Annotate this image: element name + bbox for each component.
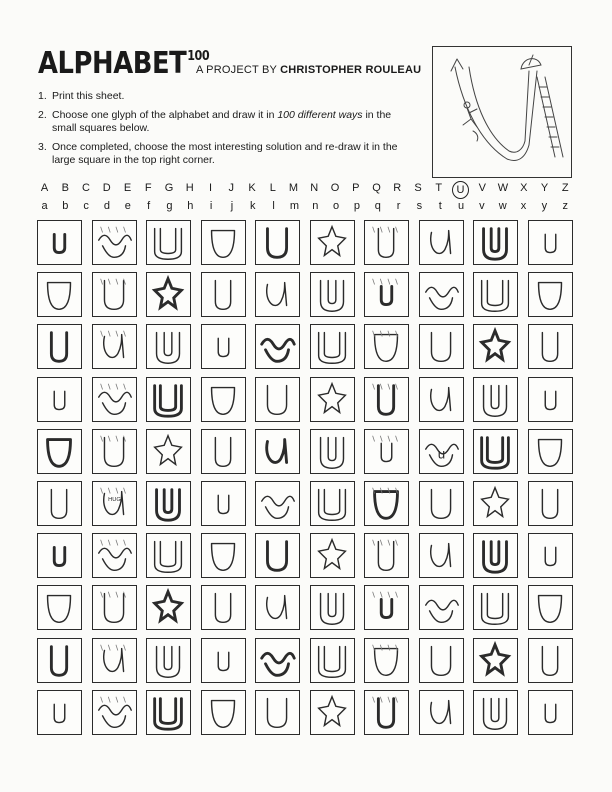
alphabet-letter-upper-S: S: [414, 182, 422, 194]
u-sketch-icon: [93, 691, 136, 734]
u-sketch-icon: [256, 639, 299, 682]
u-sketch-icon: [311, 430, 354, 473]
alphabet-letter-upper-R: R: [393, 182, 402, 194]
alphabet-letter-upper-A: A: [40, 182, 49, 194]
drawing-cell: [92, 220, 137, 265]
alphabet-letter-upper-X: X: [520, 182, 528, 194]
drawing-cell: [419, 324, 464, 369]
drawing-cell: [146, 377, 191, 422]
step-emphasis: 100 different ways: [277, 109, 363, 121]
drawing-cell: [201, 429, 246, 474]
u-sketch-icon: [529, 325, 572, 368]
u-sketch-icon: [202, 534, 245, 577]
drawing-cell: [201, 272, 246, 317]
cell-text: u: [437, 446, 445, 462]
drawing-cell: [310, 272, 355, 317]
drawing-cell: [310, 481, 355, 526]
u-sketch-icon: [474, 691, 517, 734]
alphabet-letter-lower-x: x: [520, 200, 527, 212]
u-sketch-icon: [256, 221, 299, 264]
u-sketch-icon: [38, 639, 81, 682]
u-sketch-icon: [474, 221, 517, 264]
drawing-cell: [473, 272, 518, 317]
alphabet-letter-upper-H: H: [185, 182, 194, 194]
drawing-cell: [419, 533, 464, 578]
u-sketch-icon: [420, 273, 463, 316]
alphabet-letter-upper-F: F: [144, 182, 152, 194]
u-sketch-icon: [93, 534, 136, 577]
drawing-cell: [310, 585, 355, 630]
alphabet-letter-upper-D: D: [102, 182, 111, 194]
u-sketch-icon: [365, 639, 408, 682]
u-sketch-icon: [93, 482, 136, 525]
step-number: 3.: [38, 141, 47, 153]
u-sketch-icon: [529, 378, 572, 421]
u-sketch-icon: [474, 325, 517, 368]
drawing-cell: [419, 429, 464, 474]
drawing-cell: [473, 220, 518, 265]
u-sketch-icon: [38, 325, 81, 368]
drawing-cell: [255, 533, 300, 578]
drawing-cell: [92, 481, 137, 526]
drawing-cell: [310, 638, 355, 683]
u-sketch-icon: [474, 586, 517, 629]
drawing-cell: [146, 272, 191, 317]
u-sketch-icon: [202, 325, 245, 368]
drawing-cell: [92, 533, 137, 578]
u-sketch-icon: [311, 221, 354, 264]
drawing-cell: [201, 377, 246, 422]
u-sketch-icon: [256, 325, 299, 368]
u-sketch-icon: [529, 273, 572, 316]
u-sketch-icon: [311, 325, 354, 368]
u-sketch-icon: [311, 586, 354, 629]
u-sketch-icon: [93, 430, 136, 473]
alphabet-letter-lower-q: q: [374, 200, 381, 212]
u-sketch-icon: [420, 378, 463, 421]
drawing-cell: [419, 690, 464, 735]
drawing-cell: [255, 220, 300, 265]
alphabet-letter-upper-K: K: [248, 182, 256, 194]
alphabet-letter-lower-e: e: [124, 200, 131, 212]
alphabet-letter-lower-u: u: [458, 200, 465, 212]
u-sketch-icon: [256, 273, 299, 316]
drawing-cell: [473, 585, 518, 630]
alphabet-letter-upper-B: B: [61, 182, 69, 194]
alphabet-letter-upper-N: N: [310, 182, 319, 194]
page-title: ALPHABET$^{100}$: [38, 46, 210, 81]
alphabet-letter-upper-M: M: [288, 182, 299, 194]
u-sketch-icon: [365, 534, 408, 577]
featured-drawing-box: [432, 46, 572, 178]
u-sketch-icon: [147, 586, 190, 629]
alphabet-letter-lower-o: o: [333, 200, 340, 212]
u-sketch-icon: [420, 639, 463, 682]
drawing-cell: [419, 481, 464, 526]
instructions: [38, 90, 418, 173]
drawing-cell: [310, 429, 355, 474]
drawing-cell: [201, 220, 246, 265]
drawing-cell: [310, 220, 355, 265]
alphabet-letter-lower-n: n: [312, 200, 319, 212]
alphabet-letter-lower-i: i: [209, 200, 213, 212]
alphabet-letter-upper-W: W: [497, 182, 509, 194]
u-sketch-icon: [420, 430, 463, 473]
drawing-cell: [146, 481, 191, 526]
instruction-step-3: [38, 141, 418, 167]
u-sketch-icon: [147, 534, 190, 577]
u-sketch-icon: [38, 221, 81, 264]
drawing-cell: [92, 324, 137, 369]
drawing-cell: [473, 690, 518, 735]
u-sketch-icon: [365, 325, 408, 368]
u-sketch-icon: [311, 691, 354, 734]
drawing-cell: [364, 481, 409, 526]
drawing-cell: [37, 220, 82, 265]
u-sketch-icon: [202, 586, 245, 629]
drawing-cell: [473, 638, 518, 683]
u-sketch-icon: [529, 639, 572, 682]
alphabet-letter-upper-C: C: [82, 182, 90, 194]
drawing-cell: [419, 272, 464, 317]
drawing-cell: [473, 324, 518, 369]
u-sketch-icon: [474, 273, 517, 316]
u-sketch-icon: [38, 378, 81, 421]
alphabet-letter-lower-g: g: [166, 200, 173, 212]
step-text: Choose one glyph of the alphabet and draw it in 100 different ways in the small squares below.: [52, 109, 392, 134]
drawing-cell: [528, 690, 573, 735]
drawing-cell: [473, 429, 518, 474]
drawing-cell: [37, 533, 82, 578]
u-sketch-icon: [474, 430, 517, 473]
drawing-cell: [37, 272, 82, 317]
u-sketch-icon: [365, 221, 408, 264]
u-sketch-icon: [202, 639, 245, 682]
u-sketch-icon: [474, 482, 517, 525]
drawing-cell: [201, 638, 246, 683]
drawing-cell: [528, 377, 573, 422]
u-sketch-icon: [147, 221, 190, 264]
u-sketch-icon: [147, 273, 190, 316]
drawing-cell: [364, 272, 409, 317]
u-sketch-icon: [365, 430, 408, 473]
u-sketch-icon: [202, 691, 245, 734]
subtitle-prefix: A PROJECT BY: [196, 64, 281, 76]
alphabet-letter-lower-s: s: [416, 200, 423, 212]
u-sketch-icon: [147, 378, 190, 421]
u-sketch-icon: [93, 325, 136, 368]
u-sketch-icon: [38, 534, 81, 577]
drawing-cell: [201, 481, 246, 526]
drawing-cell: [528, 585, 573, 630]
u-sketch-icon: [38, 586, 81, 629]
drawing-cell: [255, 272, 300, 317]
step-text: Print this sheet.: [52, 90, 125, 102]
instruction-step-2: [38, 109, 418, 135]
alphabet-letter-upper-O: O: [330, 182, 340, 194]
u-sketch-icon: [147, 325, 190, 368]
drawing-cell: [255, 690, 300, 735]
drawing-cell: [37, 324, 82, 369]
alphabet-letter-upper-V: V: [478, 182, 486, 194]
drawing-cell: [37, 429, 82, 474]
u-sketch-icon: [202, 482, 245, 525]
drawing-cell: [92, 272, 137, 317]
alphabet-letter-upper-Y: Y: [540, 182, 549, 194]
drawing-cell: [255, 429, 300, 474]
umbrella-u-climber-sketch-icon: [433, 47, 571, 177]
drawing-cell: [528, 638, 573, 683]
alphabet-letter-upper-I: I: [208, 182, 213, 194]
drawing-cell: [364, 324, 409, 369]
drawing-cell: [37, 481, 82, 526]
u-sketch-icon: [256, 482, 299, 525]
u-sketch-icon: [147, 430, 190, 473]
alphabet-letter-lower-k: k: [250, 200, 256, 212]
alphabet-letter-lower-f: f: [147, 200, 151, 212]
alphabet-letter-lower-p: p: [353, 200, 360, 212]
alphabet-letter-lower-c: c: [83, 200, 89, 212]
drawing-cell: [364, 377, 409, 422]
drawing-cell: [37, 690, 82, 735]
instruction-step-1: [38, 90, 418, 103]
alphabet-letter-upper-Z: Z: [561, 182, 569, 194]
subtitle: [196, 64, 421, 76]
drawing-cell: [92, 638, 137, 683]
alphabet-letter-upper-G: G: [164, 182, 174, 194]
drawing-cell: [364, 585, 409, 630]
alphabet-letter-upper-T: T: [435, 182, 443, 194]
drawing-cell: [419, 585, 464, 630]
u-sketch-icon: [420, 691, 463, 734]
alphabet-letter-lower-v: v: [479, 200, 485, 212]
step-number: 2.: [38, 109, 47, 121]
alphabet-letter-upper-P: P: [352, 182, 360, 194]
u-sketch-icon: [474, 378, 517, 421]
drawing-cell: [255, 324, 300, 369]
drawing-cell: [310, 377, 355, 422]
u-sketch-icon: [529, 482, 572, 525]
u-sketch-icon: [529, 221, 572, 264]
alphabet-letter-lower-w: w: [498, 200, 507, 212]
u-sketch-icon: [256, 691, 299, 734]
lowercase-alphabet: [37, 200, 573, 212]
drawing-cell: [473, 481, 518, 526]
drawing-cell: [255, 638, 300, 683]
alphabet-letter-upper-E: E: [123, 182, 132, 194]
u-sketch-icon: [202, 221, 245, 264]
drawing-cell: [310, 690, 355, 735]
u-sketch-icon: [365, 691, 408, 734]
u-sketch-icon: [93, 273, 136, 316]
drawing-cell: [201, 324, 246, 369]
u-sketch-icon: [256, 378, 299, 421]
u-sketch-icon: [202, 378, 245, 421]
u-sketch-icon: [529, 691, 572, 734]
drawing-cell: [528, 429, 573, 474]
drawing-cell: [255, 377, 300, 422]
u-sketch-icon: [529, 534, 572, 577]
drawing-cell: [146, 324, 191, 369]
cell-text: HUG: [107, 497, 121, 504]
u-sketch-icon: [93, 378, 136, 421]
u-sketch-icon: [311, 482, 354, 525]
drawing-cell: [419, 377, 464, 422]
alphabet-letter-lower-b: b: [62, 200, 69, 212]
alphabet-letter-upper-J: J: [228, 182, 234, 194]
u-sketch-icon: [38, 691, 81, 734]
u-sketch-icon: [311, 273, 354, 316]
drawing-cell: [92, 377, 137, 422]
u-sketch-icon: [38, 273, 81, 316]
u-sketch-icon: [474, 639, 517, 682]
u-sketch-icon: [420, 482, 463, 525]
u-sketch-icon: [529, 430, 572, 473]
drawing-cell: [419, 220, 464, 265]
drawing-cell: [364, 533, 409, 578]
step-number: 1.: [38, 90, 47, 102]
u-sketch-icon: [256, 586, 299, 629]
drawing-cell: [528, 272, 573, 317]
alphabet-letter-lower-a: a: [41, 200, 48, 212]
u-sketch-icon: [147, 639, 190, 682]
alphabet-letter-lower-r: r: [396, 200, 401, 212]
u-sketch-icon: [474, 534, 517, 577]
drawing-cell: [146, 585, 191, 630]
step-text: Once completed, choose the most interesting solution and re-draw it in the large square in the top right corner.: [52, 141, 398, 166]
drawing-cell: [37, 377, 82, 422]
uppercase-alphabet: [37, 182, 573, 199]
author-name: CHRISTOPHER ROULEAU: [280, 64, 422, 76]
u-sketch-icon: [365, 273, 408, 316]
drawing-cell: [37, 638, 82, 683]
u-sketch-icon: [202, 273, 245, 316]
drawing-cell: [310, 533, 355, 578]
drawing-cell: [364, 429, 409, 474]
u-sketch-icon: [38, 430, 81, 473]
drawing-cell: [37, 585, 82, 630]
alphabet-letter-upper-L: L: [269, 182, 276, 194]
drawing-cell: [528, 220, 573, 265]
drawing-cell: [364, 690, 409, 735]
u-sketch-icon: [311, 639, 354, 682]
drawing-cell: [364, 638, 409, 683]
drawing-cell: [528, 481, 573, 526]
drawing-cell: [473, 533, 518, 578]
u-sketch-icon: [529, 586, 572, 629]
drawing-cell: [92, 429, 137, 474]
u-sketch-icon: [420, 325, 463, 368]
alphabet-letter-lower-h: h: [187, 200, 194, 212]
drawing-cell: [146, 533, 191, 578]
alphabet-letter-upper-U: U: [452, 181, 469, 199]
drawing-cell: [146, 638, 191, 683]
alphabet-letter-lower-y: y: [541, 200, 548, 212]
u-sketch-icon: [202, 430, 245, 473]
drawing-cell: [255, 585, 300, 630]
u-sketch-icon: [311, 378, 354, 421]
u-sketch-icon: [93, 639, 136, 682]
drawing-cell: [201, 533, 246, 578]
u-sketch-icon: [93, 221, 136, 264]
drawing-cell: [92, 690, 137, 735]
drawing-cell: [310, 324, 355, 369]
drawing-cell: [364, 220, 409, 265]
u-sketch-icon: [365, 378, 408, 421]
u-sketch-icon: [147, 691, 190, 734]
u-sketch-icon: [93, 586, 136, 629]
drawing-cell: [92, 585, 137, 630]
drawing-cell: [473, 377, 518, 422]
drawing-cell: [201, 690, 246, 735]
u-sketch-icon: [420, 221, 463, 264]
u-sketch-icon: [420, 586, 463, 629]
u-sketch-icon: [420, 534, 463, 577]
drawing-cell: [528, 324, 573, 369]
alphabet-letter-lower-l: l: [272, 200, 275, 212]
drawing-cell: [146, 220, 191, 265]
drawing-cell: [255, 481, 300, 526]
u-sketch-icon: [365, 482, 408, 525]
u-sketch-icon: [256, 534, 299, 577]
drawing-grid: [37, 220, 573, 735]
drawing-cell: [146, 690, 191, 735]
drawing-cell: [528, 533, 573, 578]
drawing-cell: [201, 585, 246, 630]
alphabet-letter-lower-d: d: [103, 200, 111, 212]
alphabet-letter-lower-j: j: [230, 200, 234, 212]
u-sketch-icon: [256, 430, 299, 473]
title-superscript: 100: [187, 49, 210, 64]
drawing-cell: [419, 638, 464, 683]
u-sketch-icon: [147, 482, 190, 525]
alphabet-letter-upper-Q: Q: [372, 182, 381, 194]
u-sketch-icon: [365, 586, 408, 629]
alphabet-letter-lower-m: m: [289, 200, 300, 212]
alphabet-letter-lower-t: t: [438, 200, 442, 212]
u-sketch-icon: [38, 482, 81, 525]
drawing-cell: [146, 429, 191, 474]
alphabet-letter-lower-z: z: [562, 200, 568, 212]
u-sketch-icon: [311, 534, 354, 577]
